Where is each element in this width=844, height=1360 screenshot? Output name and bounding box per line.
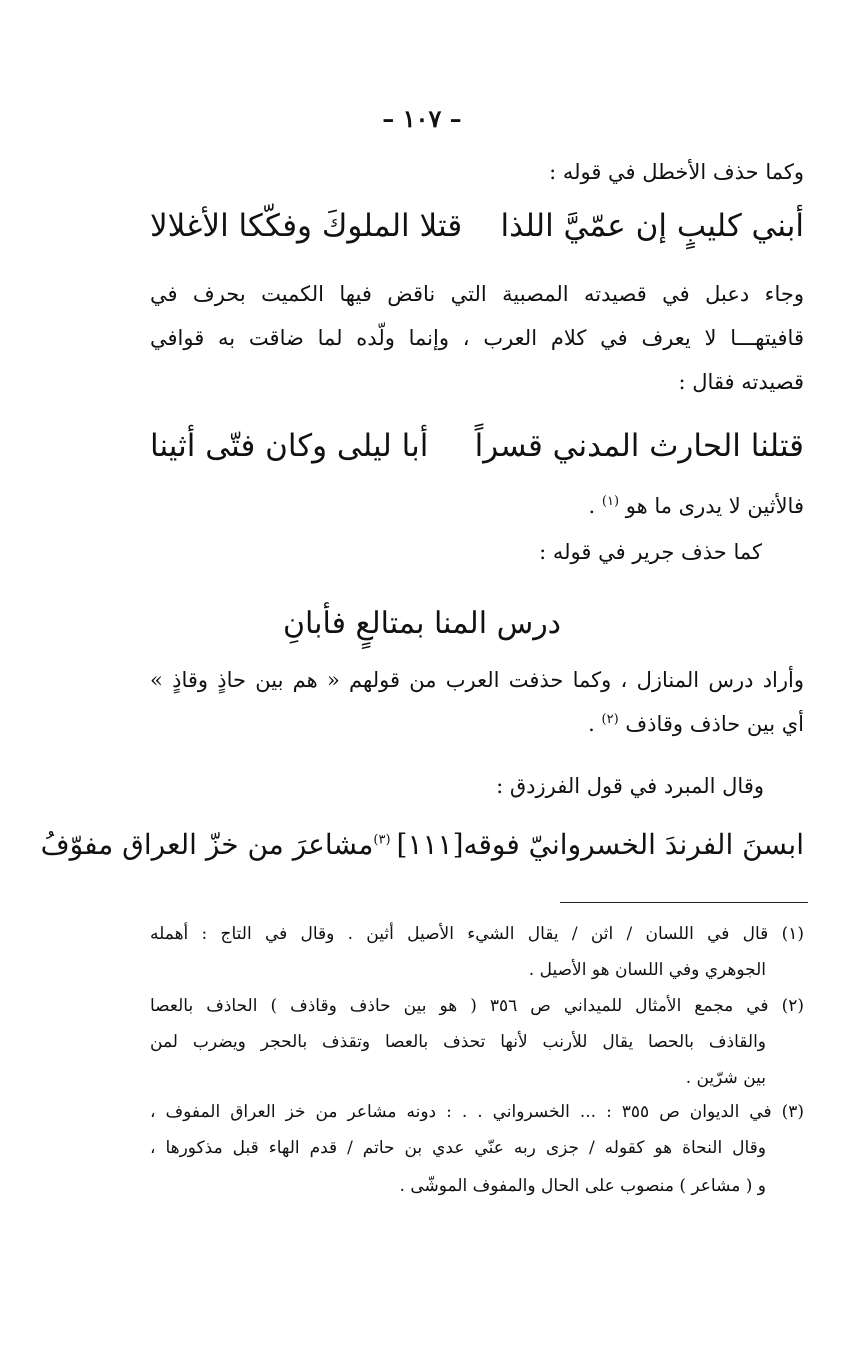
paragraph-athin-end: . <box>588 494 596 518</box>
verse-farazdaq-first-text: ابسنَ الفرندَ الخسروانيّ فوقه <box>463 828 804 861</box>
footnote-1-line-1 <box>150 924 804 944</box>
paragraph-athin <box>589 494 804 518</box>
footnote-ref-1: (١) <box>601 494 620 509</box>
intro-jarir: كما حذف جرير في قوله : <box>539 540 762 564</box>
page-number: – ١٠٧ – <box>382 104 462 133</box>
footnote-1-line-2: الجوهري وفي اللسان هو الأصيل . <box>528 960 766 980</box>
footnote-2-line-1 <box>150 996 804 1016</box>
paragraph-manazil-line-2-text: أي بين حاذف وقاذف <box>625 712 804 736</box>
paragraph-manazil-line-1: وأراد درس المنازل ، وكما حذفت العرب من قولهم « هم بين حاذٍ وقاذٍ » <box>150 668 804 692</box>
footnote-ref-3: (٣) <box>373 832 391 848</box>
verse-jarir: درس المنا بمتالعٍ فأبانِ <box>282 606 562 641</box>
verse-farazdaq-first-hemistich <box>391 828 804 861</box>
verse-farazdaq <box>40 828 804 861</box>
paragraph-dibil-line-1: وجاء دعبل في قصيدته المصبية التي ناقض فيها الكميت بحرف في <box>150 282 804 306</box>
footnote-1-text-1: قال في اللسان / اثن / يقال الشيء الأصيل أثين . وقال في التاج : أهمله <box>150 924 769 944</box>
footnote-2-text-1: في مجمع الأمثال للميداني ص ٣٥٦ ( هو بين حاذف وقاذف ) الحاذف بالعصا <box>150 996 769 1016</box>
verse-akhtal-second-hemistich: قتلا الملوكَ وفكّكا الأغلالا <box>150 208 463 244</box>
footnote-1-marker: (١) <box>781 924 805 944</box>
verse-number: [١١١] <box>396 828 464 861</box>
verse-farazdaq-second-text: مشاعرَ من خزّ العراق مفوّفُ <box>40 828 374 861</box>
intro-akhtal: وكما حذف الأخطل في قوله : <box>549 160 804 184</box>
footnote-ref-2: (٢) <box>601 712 619 727</box>
footnote-2-marker: (٢) <box>781 996 804 1016</box>
paragraph-dibil-line-3: قصيدته فقال : <box>678 370 804 394</box>
footnote-3-line-2: وقال النحاة هو كقوله / جزى ربه عنّي عدي بن حاتم / قدم الهاء قبل مذكورها ، <box>150 1138 766 1158</box>
footnote-3-text-1: في الديوان ص ٣٥٥ : ... الخسرواني . . : دونه مشاعر من خز العراق المفوف ، <box>150 1102 772 1122</box>
verse-dibil-second-hemistich: أبا ليلى وكان فتّى أثينا <box>150 428 429 464</box>
footnote-2-line-2: والقاذف بالحصا يقال للأرنب لأنها تحذف بالعصا وتقذف بالحجر ويضرب لمن <box>150 1032 766 1052</box>
paragraph-dibil-line-2: قافيتهـــا لا يعرف في كلام العرب ، وإنما ولّده لما ضاقت به قوافي <box>150 326 804 350</box>
paragraph-manazil-line-2-end: . <box>588 712 595 736</box>
paragraph-athin-text: فالأثين لا يدرى ما هو <box>625 494 804 518</box>
verse-dibil <box>150 428 804 464</box>
footnote-3-line-1 <box>150 1102 804 1122</box>
footnote-3-line-3: و ( مشاعر ) منصوب على الحال والمفوف الموشّى . <box>399 1176 766 1196</box>
footnote-2-line-3: بين شرّين . <box>685 1068 766 1088</box>
verse-akhtal-first-hemistich: أبني كليبٍ إن عمّيَّ اللذا <box>500 208 804 244</box>
verse-dibil-first-hemistich: قتلنا الحارث المدني قسراً <box>474 428 804 464</box>
footnote-3-marker: (٣) <box>781 1102 804 1122</box>
footnote-divider <box>560 902 808 903</box>
verse-farazdaq-second-hemistich <box>41 828 391 861</box>
intro-farazdaq: وقال المبرد في قول الفرزدق : <box>496 774 764 798</box>
paragraph-manazil-line-2 <box>588 712 804 736</box>
verse-akhtal <box>150 208 804 244</box>
